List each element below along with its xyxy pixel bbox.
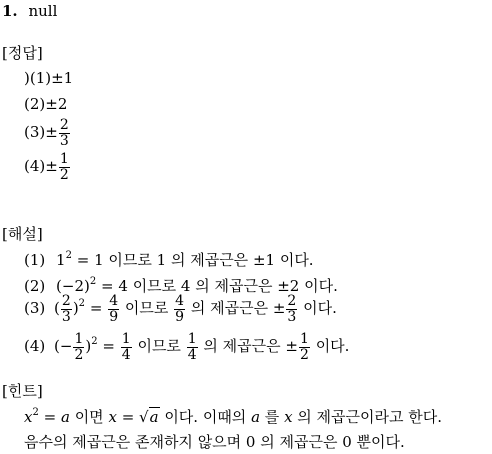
value-fraction: [121, 332, 132, 362]
explanation-text: 이므로 1 의 제곱근은 ±1 이다.: [108, 251, 314, 269]
explanation-text: 의 제곱근은 ±: [190, 299, 286, 318]
variable-a: a: [251, 408, 261, 426]
fraction-numerator: 1: [299, 331, 309, 347]
root-fraction: [286, 294, 297, 324]
fraction-numerator: 1: [121, 331, 131, 347]
root-fraction: [299, 332, 310, 362]
number-fraction: [187, 332, 198, 362]
answer-line-4-prefix: (4)±: [24, 157, 58, 176]
paren-close: ): [85, 337, 92, 356]
answer-line-3: [24, 118, 71, 148]
equals-value: = 4: [101, 277, 128, 295]
explanation-line-3: [24, 294, 337, 324]
question-number: 1.: [2, 2, 18, 20]
fraction-numerator: 1: [74, 331, 84, 347]
line-label: (1): [24, 251, 46, 269]
paren-open: (−: [54, 337, 73, 356]
power-exponent: 2: [65, 250, 72, 261]
hint-heading: [힌트]: [2, 382, 43, 400]
fraction-denominator: 3: [287, 308, 297, 325]
fraction-denominator: 2: [74, 346, 84, 363]
line-label: (3): [24, 299, 46, 318]
paren-open: (: [54, 299, 60, 318]
variable-x: x: [284, 408, 293, 426]
explanation-line-1: [24, 250, 314, 269]
base-fraction: [61, 294, 72, 324]
power-base: (−2): [56, 277, 90, 295]
line-label: (2): [24, 277, 46, 295]
hint-text: 이다. 이때의: [159, 408, 252, 426]
fraction-numerator: 1: [187, 331, 197, 347]
fraction-numerator: 4: [175, 293, 185, 309]
variable-a: a: [60, 408, 70, 426]
equals-sign: =: [116, 408, 140, 426]
fraction-denominator: 2: [59, 166, 69, 183]
explanation-text: 이므로 4 의 제곱근은 ±2 이다.: [132, 277, 338, 295]
power-base: 1: [56, 251, 66, 269]
hint-text: 의 제곱근이라고 한다.: [292, 408, 443, 426]
variable-x: x: [24, 408, 33, 426]
equals-sign: =: [102, 337, 115, 356]
line-label: (4): [24, 337, 46, 356]
fraction-numerator: 2: [287, 293, 297, 309]
fraction-numerator: 4: [109, 293, 119, 309]
radicand: a: [149, 408, 159, 426]
answer-heading: [정답]: [2, 44, 43, 62]
value-fraction: [108, 294, 119, 324]
power-exponent: 2: [89, 276, 97, 287]
fraction-denominator: 4: [187, 346, 197, 363]
power-exponent: 2: [78, 298, 86, 310]
explanation-text: 이다.: [315, 337, 350, 356]
equals-sign: =: [43, 408, 61, 426]
fraction-numerator: 1: [59, 151, 69, 167]
equals-value: = 1: [76, 251, 104, 269]
fraction-numerator: 2: [61, 293, 71, 309]
fraction-denominator: 9: [109, 308, 119, 325]
answer-line-4: [24, 152, 71, 182]
answer-line-3-prefix: (3)±: [24, 123, 58, 142]
variable-x: x: [108, 408, 117, 426]
explanation-text: 이므로: [124, 299, 169, 318]
equals-sign: =: [89, 299, 103, 318]
question: [2, 4, 57, 19]
fraction-denominator: 2: [299, 346, 309, 363]
explanation-heading: [해설]: [2, 225, 43, 243]
fraction-denominator: 9: [175, 308, 185, 325]
radical-sign-icon: √: [139, 408, 149, 426]
sqrt-expression: [139, 410, 160, 425]
fraction-denominator: 3: [59, 132, 69, 149]
answer-line-3-fraction: [59, 118, 70, 148]
answer-line-2: (2)±2: [24, 95, 68, 113]
base-fraction: [73, 332, 84, 362]
hint-line-2: 음수의 제곱근은 존재하지 않으며 0 의 제곱근은 0 뿐이다.: [24, 433, 405, 451]
explanation-text: 의 제곱근은 ±: [203, 337, 298, 356]
hint-text: 를: [260, 408, 285, 426]
power-exponent: 2: [91, 336, 98, 348]
explanation-line-2: [24, 276, 338, 295]
answer-line-1: )(1)±1: [24, 69, 74, 87]
number-fraction: [174, 294, 185, 324]
fraction-numerator: 2: [59, 117, 69, 133]
explanation-text: 이므로: [137, 337, 181, 356]
hint-line-1: [24, 407, 443, 426]
fraction-denominator: 3: [61, 308, 71, 325]
power-exponent: 2: [32, 407, 39, 418]
hint-text: 이면: [69, 408, 109, 426]
explanation-line-4: [24, 332, 349, 362]
fraction-denominator: 4: [121, 346, 131, 363]
answer-line-4-fraction: [59, 152, 70, 182]
question-body: null: [28, 2, 58, 20]
paren-close: ): [72, 299, 79, 318]
explanation-text: 이다.: [303, 299, 337, 318]
